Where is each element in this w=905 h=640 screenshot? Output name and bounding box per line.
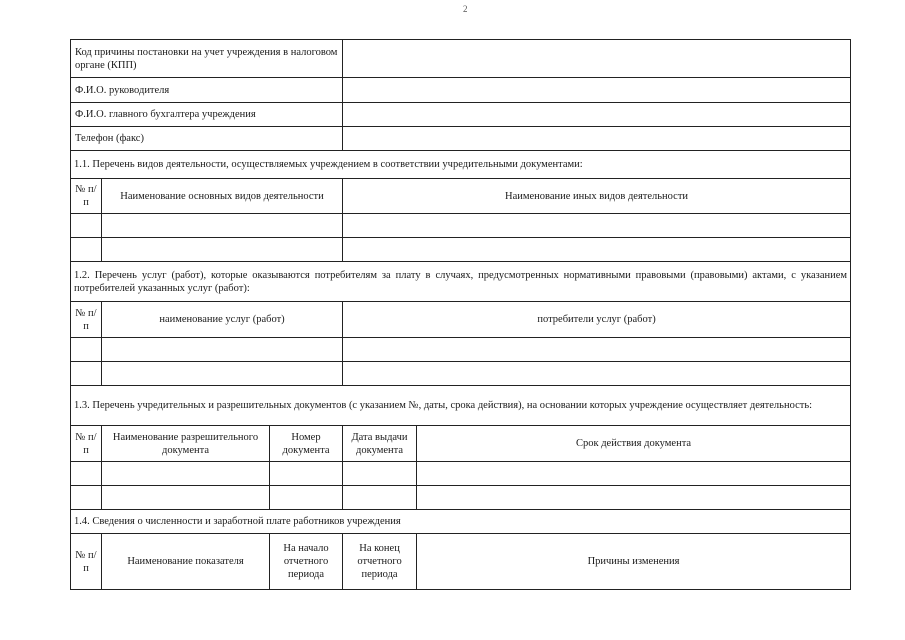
table-cell[interactable] bbox=[343, 238, 851, 262]
director-value-field[interactable] bbox=[343, 78, 851, 103]
page-number-mark: 2 bbox=[463, 4, 468, 14]
table-row bbox=[71, 462, 851, 486]
section-1-1-header-row bbox=[71, 179, 851, 214]
kpp-label: Код причины постановки на учет учреждения в налоговом органе (КПП) bbox=[71, 40, 343, 78]
table-row bbox=[71, 338, 851, 362]
kpp-row bbox=[71, 40, 851, 78]
accountant-value-field[interactable] bbox=[343, 103, 851, 127]
section-1-2-title: 1.2. Перечень услуг (работ), которые оказываются потребителям за плату в случаях, предусмотренных нормативными правовыми (правовыми) актами, с указанием потребителей указанных услуг (работ): bbox=[71, 262, 851, 302]
table-cell[interactable] bbox=[71, 214, 102, 238]
table-row bbox=[71, 238, 851, 262]
table-cell[interactable] bbox=[71, 238, 102, 262]
table-cell[interactable] bbox=[71, 462, 102, 486]
table-cell[interactable] bbox=[71, 338, 102, 362]
table-cell[interactable] bbox=[270, 462, 343, 486]
col-number-header: № п/п bbox=[71, 534, 102, 590]
col-permit-doc-name-header: Наименование разрешительного документа bbox=[102, 426, 270, 462]
section-1-4-title: 1.4. Сведения о численности и заработной плате работников учреждения bbox=[71, 510, 851, 534]
phone-row bbox=[71, 127, 851, 151]
section-1-4-title-row bbox=[71, 510, 851, 534]
col-issue-date-header: Дата выдачи документа bbox=[343, 426, 417, 462]
col-period-start-header: На начало отчетного периода bbox=[270, 534, 343, 590]
col-consumers-header: потребители услуг (работ) bbox=[343, 302, 851, 338]
section-1-2-title-row bbox=[71, 262, 851, 302]
table-row bbox=[71, 362, 851, 386]
col-main-activities-header: Наименование основных видов деятельности bbox=[102, 179, 343, 214]
table-cell[interactable] bbox=[343, 362, 851, 386]
report-form-table bbox=[70, 39, 851, 590]
section-1-3-title-row bbox=[71, 386, 851, 426]
col-change-reasons-header: Причины изменения bbox=[417, 534, 851, 590]
table-cell[interactable] bbox=[102, 338, 343, 362]
table-cell[interactable] bbox=[102, 238, 343, 262]
director-row bbox=[71, 78, 851, 103]
table-cell[interactable] bbox=[270, 486, 343, 510]
table-row bbox=[71, 214, 851, 238]
table-cell[interactable] bbox=[343, 338, 851, 362]
accountant-row bbox=[71, 103, 851, 127]
table-cell[interactable] bbox=[343, 462, 417, 486]
table-cell[interactable] bbox=[417, 462, 851, 486]
accountant-label: Ф.И.О. главного бухгалтера учреждения bbox=[71, 103, 343, 127]
kpp-value-field[interactable] bbox=[343, 40, 851, 78]
section-1-4-header-row bbox=[71, 534, 851, 590]
table-cell[interactable] bbox=[102, 462, 270, 486]
table-cell[interactable] bbox=[71, 362, 102, 386]
col-number-header: № п/п bbox=[71, 426, 102, 462]
section-1-3-header-row bbox=[71, 426, 851, 462]
col-period-end-header: На конец отчетного периода bbox=[343, 534, 417, 590]
table-cell[interactable] bbox=[102, 486, 270, 510]
col-doc-number-header: Номер документа bbox=[270, 426, 343, 462]
phone-value-field[interactable] bbox=[343, 127, 851, 151]
col-number-header: № п/п bbox=[71, 179, 102, 214]
table-cell[interactable] bbox=[102, 214, 343, 238]
section-1-1-title: 1.1. Перечень видов деятельности, осуществляемых учреждением в соответствии учредительными документами: bbox=[71, 151, 851, 179]
section-1-3-title: 1.3. Перечень учредительных и разрешительных документов (с указанием №, даты, срока действия), на основании которых учреждение осуществляет деятельность: bbox=[71, 386, 851, 426]
col-indicator-name-header: Наименование показателя bbox=[102, 534, 270, 590]
director-label: Ф.И.О. руководителя bbox=[71, 78, 343, 103]
table-cell[interactable] bbox=[71, 486, 102, 510]
table-cell[interactable] bbox=[417, 486, 851, 510]
table-cell[interactable] bbox=[102, 362, 343, 386]
col-validity-header: Срок действия документа bbox=[417, 426, 851, 462]
col-service-name-header: наименование услуг (работ) bbox=[102, 302, 343, 338]
table-row bbox=[71, 486, 851, 510]
section-1-2-header-row bbox=[71, 302, 851, 338]
col-number-header: № п/п bbox=[71, 302, 102, 338]
phone-label: Телефон (факс) bbox=[71, 127, 343, 151]
table-cell[interactable] bbox=[343, 214, 851, 238]
section-1-1-title-row bbox=[71, 151, 851, 179]
table-cell[interactable] bbox=[343, 486, 417, 510]
col-other-activities-header: Наименование иных видов деятельности bbox=[343, 179, 851, 214]
